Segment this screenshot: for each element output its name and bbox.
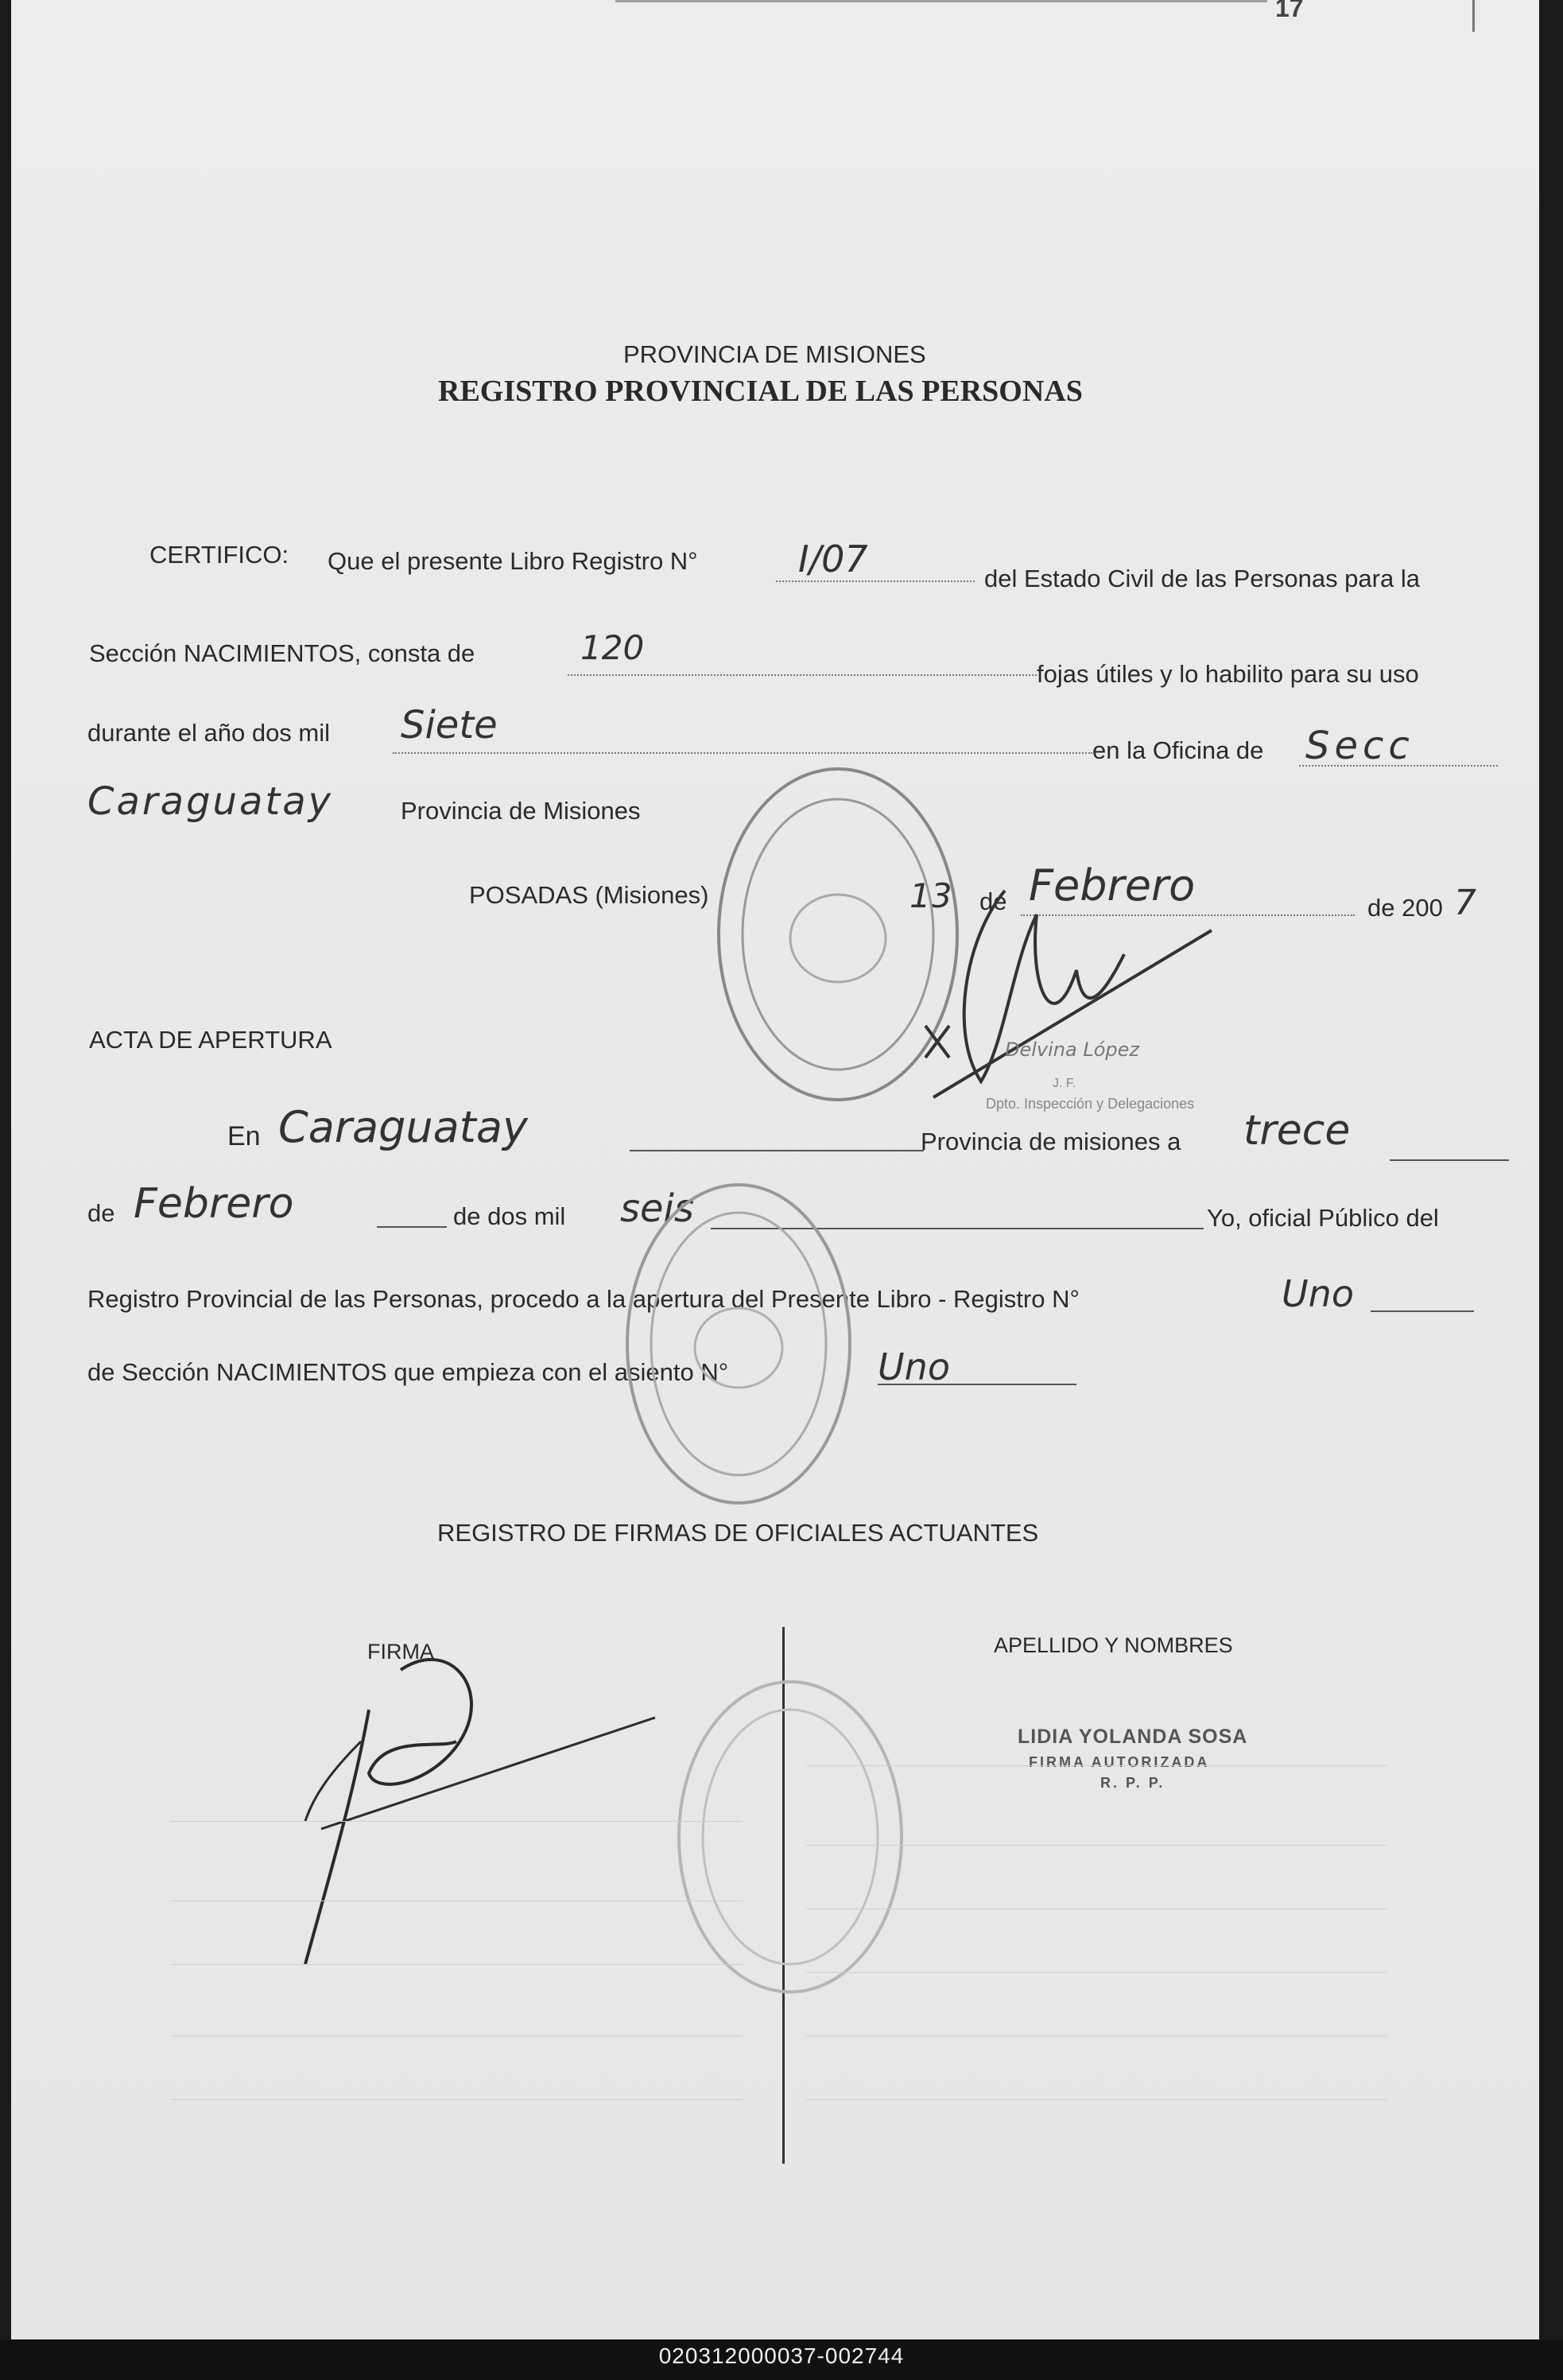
- document-id: 020312000037-002744: [658, 2343, 905, 2368]
- issue-place: POSADAS (Misiones): [469, 881, 709, 909]
- acta-day-line: [1390, 1159, 1509, 1161]
- ministry-stamp-3: [663, 1670, 917, 2004]
- acta-text-4: de dos mil: [453, 1202, 566, 1230]
- acta-place-handwritten: Caraguatay: [278, 1102, 528, 1152]
- official-dept: Dpto. Inspección y Delegaciones: [986, 1096, 1195, 1112]
- acta-register-handwritten: Uno: [1282, 1272, 1354, 1315]
- certifico-label: CERTIFICO:: [149, 541, 289, 569]
- acta-register-line: [1371, 1310, 1474, 1312]
- col-names-label: APELLIDO Y NOMBRES: [994, 1633, 1233, 1657]
- stamp-org: R. P. P.: [1100, 1775, 1165, 1791]
- signature-row-line: [170, 1964, 743, 1965]
- acta-text-5: Yo, oficial Público del: [1207, 1204, 1439, 1232]
- signature-row-line: [170, 2099, 743, 2100]
- acta-year-line: [711, 1228, 1204, 1229]
- column-divider: [782, 1627, 785, 2164]
- cert-text-2: del Estado Civil de las Personas para la: [984, 565, 1420, 592]
- ministry-stamp-1: [695, 755, 981, 1113]
- cert-text-5: durante el año dos mil: [87, 719, 331, 747]
- page-top-rule: [615, 0, 1267, 14]
- stamp-role: FIRMA AUTORIZADA: [1029, 1754, 1210, 1770]
- cert-text-3: Sección NACIMIENTOS, consta de: [89, 639, 475, 667]
- names-row-line: [806, 1845, 1387, 1846]
- cert-text-8: de: [979, 887, 1007, 915]
- acta-month-line: [377, 1226, 447, 1228]
- office-handwritten: Secc: [1305, 724, 1414, 768]
- page-number: 17: [1275, 0, 1304, 22]
- acta-heading: ACTA DE APERTURA: [89, 1026, 332, 1054]
- document-page: [11, 0, 1539, 2339]
- province-heading: PROVINCIA DE MISIONES: [623, 340, 926, 368]
- book-number-handwritten: I/07: [798, 538, 868, 580]
- office-place-handwritten: Caraguatay: [87, 779, 334, 824]
- acta-place-line: [630, 1150, 924, 1151]
- acta-entry-handwritten: Uno: [878, 1345, 950, 1388]
- issue-year-digit: 7: [1454, 883, 1476, 923]
- signatures-heading: REGISTRO DE FIRMAS DE OFICIALES ACTUANTES: [437, 1519, 1039, 1547]
- month-dotline: [1021, 914, 1355, 916]
- folios-dotline: [568, 674, 1037, 676]
- names-row-line: [806, 1765, 1387, 1766]
- acta-year-handwritten: seis: [620, 1186, 694, 1231]
- acta-text-2: Provincia de misiones a: [921, 1128, 1181, 1155]
- cert-text-6: en la Oficina de: [1092, 736, 1264, 764]
- col-signature-label: FIRMA: [367, 1640, 434, 1664]
- acta-text-3: de: [87, 1199, 115, 1227]
- names-row-line: [806, 1972, 1387, 1973]
- authorized-signature: [281, 1638, 671, 1972]
- cert-text-1: Que el presente Libro Registro N°: [328, 547, 698, 575]
- signature-row-line: [170, 1821, 743, 1822]
- acta-day-handwritten: trece: [1243, 1107, 1351, 1155]
- cert-text-7: Provincia de Misiones: [401, 797, 641, 825]
- official-name: Delvina López: [1005, 1039, 1139, 1061]
- cert-text-4: fojas útiles y lo habilito para su uso: [1037, 660, 1419, 688]
- issue-day-handwritten: 13: [909, 876, 952, 915]
- acta-text-6: Registro Provincial de las Personas, procedo a la apertura del Presente Libro - Registro N°: [87, 1285, 1080, 1313]
- names-row-line: [806, 2099, 1387, 2100]
- cert-text-9: de 200: [1367, 894, 1443, 922]
- book-number-dotline: [776, 580, 975, 582]
- page-edge-mark: [1472, 0, 1475, 32]
- acta-text-7: de Sección NACIMIENTOS que empieza con el asiento N°: [87, 1358, 729, 1386]
- acta-month-handwritten: Febrero: [134, 1180, 294, 1228]
- folios-handwritten: 120: [580, 628, 645, 667]
- acta-text-1: En: [227, 1121, 261, 1151]
- registry-heading: REGISTRO PROVINCIAL DE LAS PERSONAS: [438, 375, 1083, 408]
- year-dotline: [393, 752, 1092, 754]
- acta-entry-line: [878, 1384, 1076, 1385]
- stamp-name: LIDIA YOLANDA SOSA: [1018, 1726, 1248, 1748]
- official-title: J. F.: [1053, 1077, 1076, 1090]
- names-row-line: [806, 1908, 1387, 1909]
- issue-month-handwritten: Febrero: [1029, 860, 1196, 910]
- year-words-handwritten: Siete: [401, 703, 498, 747]
